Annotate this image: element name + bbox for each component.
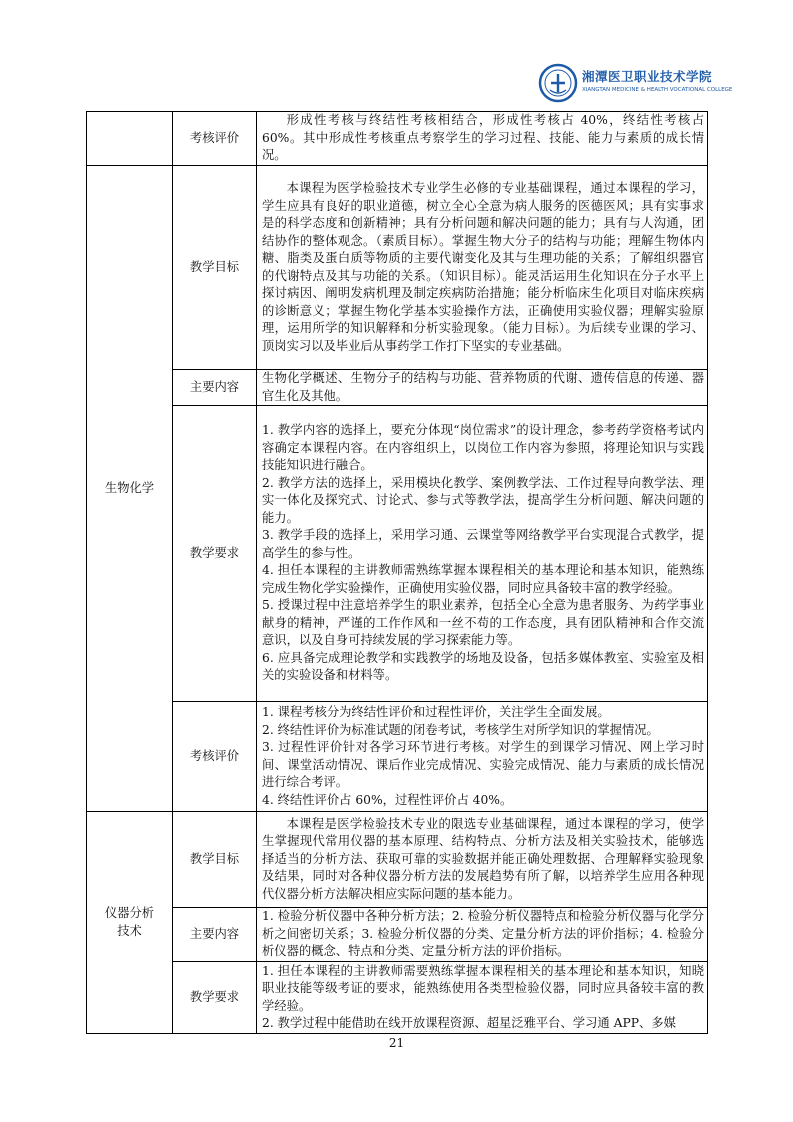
table-row bbox=[87, 406, 708, 702]
row-content bbox=[257, 166, 708, 370]
row-label: 主要内容 bbox=[173, 908, 257, 962]
table-row bbox=[87, 908, 708, 962]
list-item: 2. 教学方法的选择上，采用模块化教学、案例教学法、工作过程导向教学法、理实一体化及探究式、讨论式、参与式等教学法，提高学生分析问题、解决问题的能力。 bbox=[262, 475, 704, 525]
row-label: 主要内容 bbox=[173, 370, 257, 406]
list-item: 4. 担任本课程的主讲教师需熟练掌握本课程相关的基本理论和基本知识，能熟练完成生物化学实验操作，正确使用实验仪器，同时应具备较丰富的教学经验。 bbox=[262, 563, 704, 595]
list-item: 1. 课程考核分为终结性评价和过程性评价，关注学生全面发展。 bbox=[262, 705, 610, 719]
row-content bbox=[257, 370, 708, 406]
list-item: 1. 教学内容的选择上，要充分体现“岗位需求”的设计理念，参考药学资格考试内容确定本课程内容。在内容组织上，以岗位工作内容为参照，将理论知识与实践技能知识进行融合。 bbox=[262, 423, 704, 473]
list-item: 2. 教学过程中能借助在线开放课程资源、超星泛雅平台、学习通 APP、多媒 bbox=[262, 1016, 676, 1030]
objective-text: 本课程为医学检验技术专业学生必修的专业基础课程，通过本课程的学习，学生应具有良好的职业道德，树立全心全意为病人服务的医德医风；具有实事求是的科学态度和创新精神；具有分析问题和解决问题的能力；具有与人沟通，团结协作的整体观念。（素质目标）。掌握生物大分子的结构与功能；理解生物体内糖、脂类及蛋白质等物质的主要代谢变化及其与生理功能的关系；了解组织器官的代谢特点及其与功能的关系。（知识目标）。能灵活运用生化知识在分子水平上探讨病因、阐明发病机理及制定疾病防治措施；能分析临床生化项目对临床疾病的诊断意义；掌握生物化学基本实验操作方法，正确使用实验仪器；理解实验原理，运用所学的知识解释和分析实验现象。（能力目标）。为后续专业课的学习、顶岗实习以及毕业后从事药学工作打下坚实的专业基础。 bbox=[262, 181, 704, 353]
table-row bbox=[87, 702, 708, 812]
list-item: 3. 过程性评价针对各学习环节进行考核。对学生的到课学习情况、网上学习时间、课堂活动情况、课后作业完成情况、实验完成情况、能力与素质的成长情况进行综合考评。 bbox=[262, 740, 704, 789]
curriculum-table bbox=[86, 111, 708, 1034]
objective-text: 本课程是医学检验技术专业的限选专业基础课程，通过本课程的学习，使学生掌握现代常用仪器的基本原理、结构特点、分析方法及相关实验技术，能够选择适当的分析方法、获取可靠的实验数据并能正确处理数据、合理解释实验现象及结果，同时对各种仪器分析方法的发展趋势有所了解，以培养学生应用各种现代仪器分析方法解决相应实际问题的基本能力。 bbox=[262, 816, 704, 901]
list-item: 1. 担任本课程的主讲教师需要熟练掌握本课程相关的基本理论和基本知识，知晓职业技能等级考证的要求，能熟练使用各类型检验仪器，同时应具备较丰富的教学经验。 bbox=[262, 963, 704, 1013]
row-content bbox=[257, 908, 708, 962]
table-row bbox=[87, 962, 708, 1034]
content-text: 1. 检验分析仪器中各种分析方法；2. 检验分析仪器特点和检验分析仪器与化学分析之间密切关系；3. 检验分析仪器的分类、定量分析方法的评价指标；4. 检验分析仪器的概念、特点和分类、定量分析方法的评价指标。 bbox=[262, 909, 704, 959]
logo-cn-text: 湘潭医卫职业技术学院 bbox=[582, 69, 713, 84]
list-item: 3. 教学手段的选择上，采用学习通、云课堂等网络教学平台实现混合式教学，提高学生的参与性。 bbox=[262, 528, 704, 560]
row-label: 教学要求 bbox=[173, 962, 257, 1034]
row-label: 教学目标 bbox=[173, 812, 257, 908]
list-item: 4. 终结性评价占 60%，过程性评价占 40%。 bbox=[262, 792, 513, 807]
row-content bbox=[257, 962, 708, 1034]
row-content bbox=[257, 112, 708, 166]
course-name-instrument-analysis: 仪器分析 技术 bbox=[87, 812, 173, 1034]
logo-en-text: XIANGTAN MEDICINE & HEALTH VOCATIONAL COLLEGE bbox=[582, 87, 733, 93]
college-emblem-icon bbox=[538, 63, 578, 103]
list-item: 2. 终结性评价为标准试题的闭卷考试，考核学生对所学知识的掌握情况。 bbox=[262, 722, 659, 737]
assessment-text: 形成性考核与终结性考核相结合，形成性考核占 40%，终结性考核占 60%。其中形成性考核重点考察学生的学习过程、技能、能力与素质的成长情况。 bbox=[262, 113, 704, 163]
row-label: 教学目标 bbox=[173, 166, 257, 370]
row-label: 考核评价 bbox=[173, 112, 257, 166]
content-text: 生物化学概述、生物分子的结构与功能、营养物质的代谢、遗传信息的传递、器官生化及其他。 bbox=[262, 371, 704, 403]
row-label: 教学要求 bbox=[173, 406, 257, 702]
table-row bbox=[87, 112, 708, 166]
list-item: 6. 应具备完成理论教学和实践教学的场地及设备，包括多媒体教室、实验室及相关的实验设备和材料等。 bbox=[262, 650, 704, 683]
row-label: 考核评价 bbox=[173, 702, 257, 812]
course-cell-empty bbox=[87, 112, 173, 166]
row-content bbox=[257, 406, 708, 702]
list-item: 5. 授课过程中注意培养学生的职业素养，包括全心全意为患者服务、为药学事业献身的精神，严谨的工作作风和一丝不苟的工作态度，具有团队精神和合作交流意识，以及自身可持续发展的学习探索能力等。 bbox=[262, 598, 704, 648]
table-row bbox=[87, 166, 708, 370]
course-name-biochemistry: 生物化学 bbox=[87, 166, 173, 812]
row-content bbox=[257, 702, 708, 812]
page-number: 21 bbox=[388, 1036, 405, 1050]
table-row bbox=[87, 812, 708, 908]
college-logo bbox=[538, 63, 733, 108]
table-row bbox=[87, 370, 708, 406]
row-content bbox=[257, 812, 708, 908]
